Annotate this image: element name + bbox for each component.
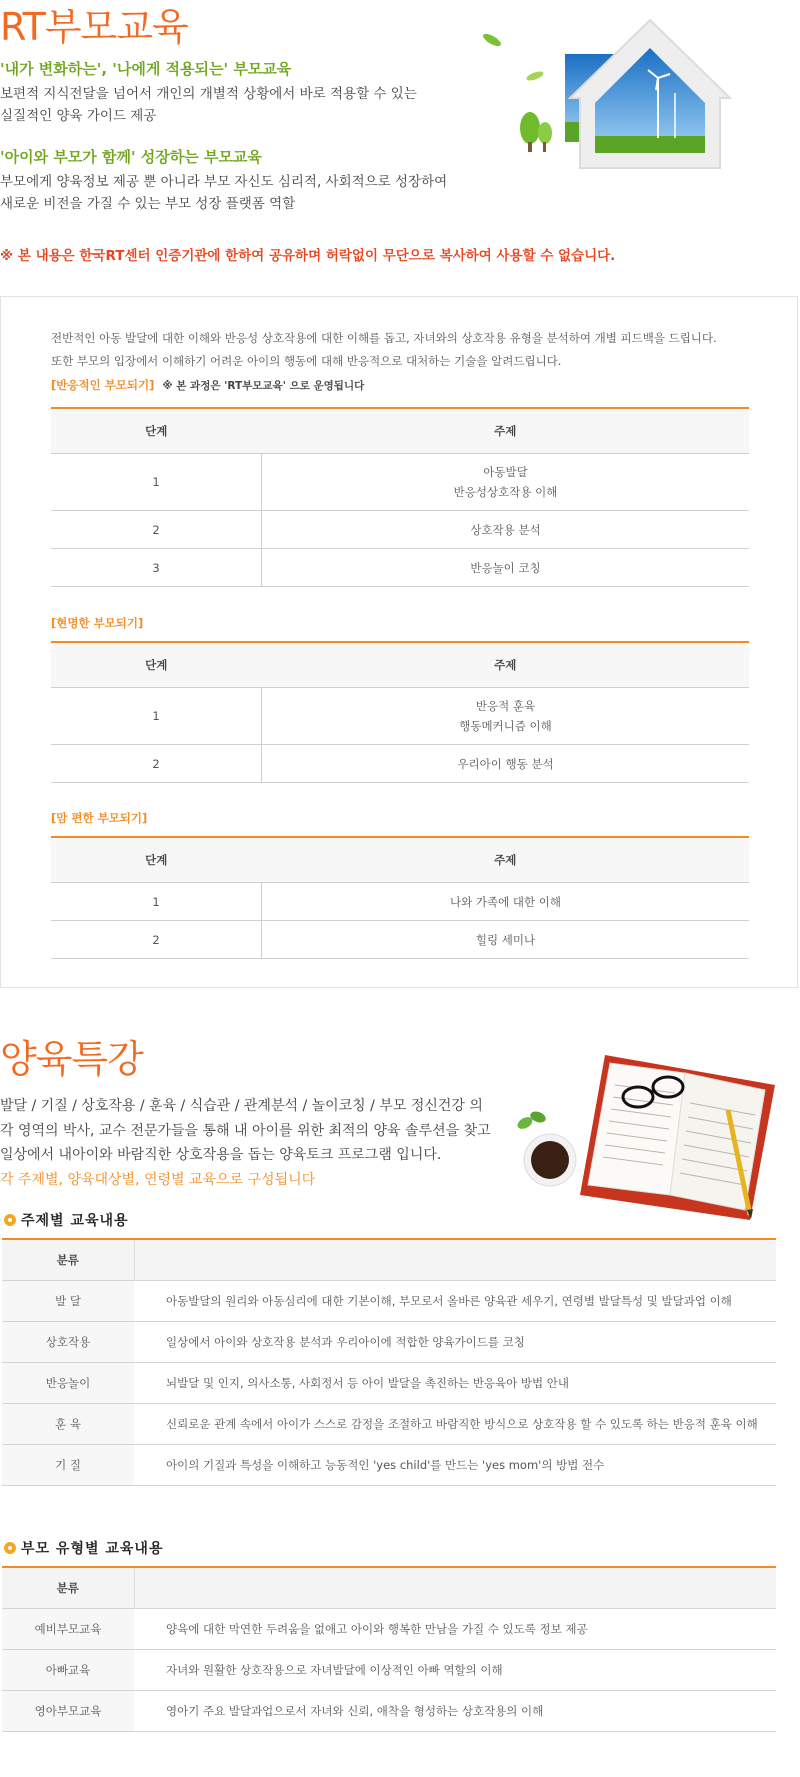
table-row bbox=[2, 1363, 776, 1404]
program-description bbox=[51, 327, 717, 373]
program-3-header bbox=[51, 810, 147, 826]
parent-type-table bbox=[2, 1566, 776, 1732]
intro-text-2b: 새로운 비전을 가질 수 있는 부모 성장 플랫폼 역할 bbox=[0, 196, 296, 212]
program-1-note: ※ 본 과정은 'RT부모교육' 으로 운영됩니다 bbox=[162, 380, 365, 392]
intro-block-2 bbox=[0, 146, 470, 215]
program-1-label: [반응적인 부모되기] bbox=[51, 378, 155, 392]
table-row bbox=[51, 549, 749, 587]
lectures-desc-line-2: 각 영역의 박사, 교수 전문가들을 통해 내 아이를 위한 최적의 양육 솔루션을 찾고 bbox=[0, 1122, 491, 1139]
type-category: 영아부모교육 bbox=[2, 1691, 134, 1732]
category-column-header: 분류 bbox=[2, 1567, 134, 1609]
program-1-table bbox=[51, 407, 749, 587]
type-category: 예비부모교육 bbox=[2, 1609, 134, 1650]
step-number: 1 bbox=[51, 688, 262, 745]
step-topic: 우리아이 행동 분석 bbox=[262, 745, 750, 783]
step-column-header: 단계 bbox=[51, 837, 262, 883]
table-row bbox=[51, 883, 749, 921]
step-number: 1 bbox=[51, 454, 262, 511]
intro-text-2a: 부모에게 양육정보 제공 뿐 아니라 부모 자신도 심리적, 사회적으로 성장하여 bbox=[0, 174, 448, 190]
table-row bbox=[2, 1404, 776, 1445]
step-column-header: 단계 bbox=[51, 642, 262, 688]
book-illustration bbox=[510, 1045, 780, 1220]
program-desc-line-2: 또한 부모의 입장에서 이해하기 어려운 아이의 행동에 대해 반응적으로 대처하는 기술을 알려드립니다. bbox=[51, 354, 562, 368]
step-number: 2 bbox=[51, 921, 262, 959]
table-row bbox=[51, 511, 749, 549]
program-2-header bbox=[51, 615, 143, 631]
table-row bbox=[51, 921, 749, 959]
lectures-desc-highlight: 각 주제별, 양육대상별, 연령별 교육으로 구성됩니다 bbox=[0, 1171, 316, 1188]
program-2-table bbox=[51, 641, 749, 783]
topic-column-header: 주제 bbox=[262, 408, 750, 454]
table-row bbox=[2, 1281, 776, 1322]
section-title-lectures: 양육특강 bbox=[0, 1037, 143, 1081]
type-section-title: 부모 유형별 교육내용 bbox=[21, 1541, 164, 1557]
topic-category: 발 달 bbox=[2, 1281, 134, 1322]
step-topic: 나와 가족에 대한 이해 bbox=[262, 883, 750, 921]
content-column-header bbox=[134, 1239, 776, 1281]
type-section-header bbox=[4, 1538, 163, 1558]
type-content: 자녀와 원활한 상호작용으로 자녀발달에 이상적인 아빠 역할의 이해 bbox=[134, 1650, 776, 1691]
table-row bbox=[51, 454, 749, 511]
table-row bbox=[2, 1609, 776, 1650]
topic-category: 기 질 bbox=[2, 1445, 134, 1486]
topic-table bbox=[2, 1238, 776, 1486]
table-row bbox=[2, 1691, 776, 1732]
topic-section-header bbox=[4, 1210, 129, 1230]
topic-column-header: 주제 bbox=[262, 837, 750, 883]
topic-content: 뇌발달 및 인지, 의사소통, 사회정서 등 아이 발달을 촉진하는 반응육아 방법 안내 bbox=[134, 1363, 776, 1404]
content-column-header bbox=[134, 1567, 776, 1609]
type-content: 영아기 주요 발달과업으로서 자녀와 신뢰, 애착을 형성하는 상호작용의 이해 bbox=[134, 1691, 776, 1732]
intro-block-1 bbox=[0, 58, 470, 127]
step-number: 2 bbox=[51, 511, 262, 549]
table-row bbox=[51, 745, 749, 783]
step-number: 3 bbox=[51, 549, 262, 587]
topic-column-header: 주제 bbox=[262, 642, 750, 688]
program-box bbox=[0, 296, 798, 988]
step-topic: 힐링 세미나 bbox=[262, 921, 750, 959]
category-column-header: 분류 bbox=[2, 1239, 134, 1281]
topic-category: 훈 육 bbox=[2, 1404, 134, 1445]
table-row bbox=[2, 1322, 776, 1363]
table-row bbox=[2, 1445, 776, 1486]
type-content: 양육에 대한 막연한 두려움을 없애고 아이와 행복한 만남을 가질 수 있도록 정보 제공 bbox=[134, 1609, 776, 1650]
table-row bbox=[51, 688, 749, 745]
program-1-header bbox=[51, 377, 364, 393]
program-3-table bbox=[51, 836, 749, 959]
topic-category: 상호작용 bbox=[2, 1322, 134, 1363]
step-column-header: 단계 bbox=[51, 408, 262, 454]
step-number: 1 bbox=[51, 883, 262, 921]
topic-content: 신뢰로운 관계 속에서 아이가 스스로 감정을 조절하고 바람직한 방식으로 상호작용 할 수 있도록 하는 반응적 훈육 이해 bbox=[134, 1404, 776, 1445]
topic-content: 아동발달의 원리와 아동심리에 대한 기본이해, 부모로서 올바른 양육관 세우기, 연령별 발달특성 및 발달과업 이해 bbox=[134, 1281, 776, 1322]
lectures-description bbox=[0, 1094, 500, 1192]
step-topic: 반응적 훈육 행동메커니즘 이해 bbox=[262, 688, 750, 745]
topic-category: 반응놀이 bbox=[2, 1363, 134, 1404]
step-topic: 상호작용 분석 bbox=[262, 511, 750, 549]
house-illustration bbox=[480, 18, 780, 178]
lectures-desc-line-3: 일상에서 내아이와 바람직한 상호작용을 돕는 양육토크 프로그램 입니다. bbox=[0, 1147, 442, 1163]
intro-text-1a: 보편적 지식전달을 넘어서 개인의 개별적 상황에서 바로 적용할 수 있는 bbox=[0, 86, 417, 102]
program-desc-line-1: 전반적인 아동 발달에 대한 이해와 반응성 상호작용에 대한 이해를 돕고, 자녀와의 상호작용 유형을 분석하여 개별 피드백을 드립니다. bbox=[51, 331, 717, 345]
page-title: RT부모교육 bbox=[0, 5, 188, 49]
intro-heading-2: '아이와 부모가 함께' 성장하는 부모교육 bbox=[0, 148, 262, 166]
topic-content: 아이의 기질과 특성을 이해하고 능동적인 'yes child'를 만드는 'yes mom'의 방법 전수 bbox=[134, 1445, 776, 1486]
step-topic: 반응놀이 코칭 bbox=[262, 549, 750, 587]
table-row bbox=[2, 1650, 776, 1691]
type-category: 아빠교육 bbox=[2, 1650, 134, 1691]
lectures-desc-line-1: 발달 / 기질 / 상호작용 / 훈육 / 식습관 / 관계분석 / 놀이코칭 / 부모 정신건강 의 bbox=[0, 1098, 483, 1114]
program-2-label: [현명한 부모되기] bbox=[51, 616, 144, 630]
step-number: 2 bbox=[51, 745, 262, 783]
topic-content: 일상에서 아이와 상호작용 분석과 우리아이에 적합한 양육가이드를 코칭 bbox=[134, 1322, 776, 1363]
topic-section-title: 주제별 교육내용 bbox=[21, 1213, 129, 1229]
bullet-circle-icon bbox=[4, 1214, 16, 1226]
step-topic: 아동발달 반응성상호작용 이해 bbox=[262, 454, 750, 511]
program-3-label: [맘 편한 부모되기] bbox=[51, 811, 148, 825]
copyright-notice: ※ 본 내용은 한국RT센터 인증기관에 한하여 공유하며 허락없이 무단으로 복사하여 사용할 수 없습니다. bbox=[0, 248, 616, 264]
intro-text-1b: 실질적인 양육 가이드 제공 bbox=[0, 108, 157, 124]
bullet-circle-icon bbox=[4, 1542, 16, 1554]
intro-heading-1: '내가 변화하는', '나에게 적용되는' 부모교육 bbox=[0, 60, 292, 78]
